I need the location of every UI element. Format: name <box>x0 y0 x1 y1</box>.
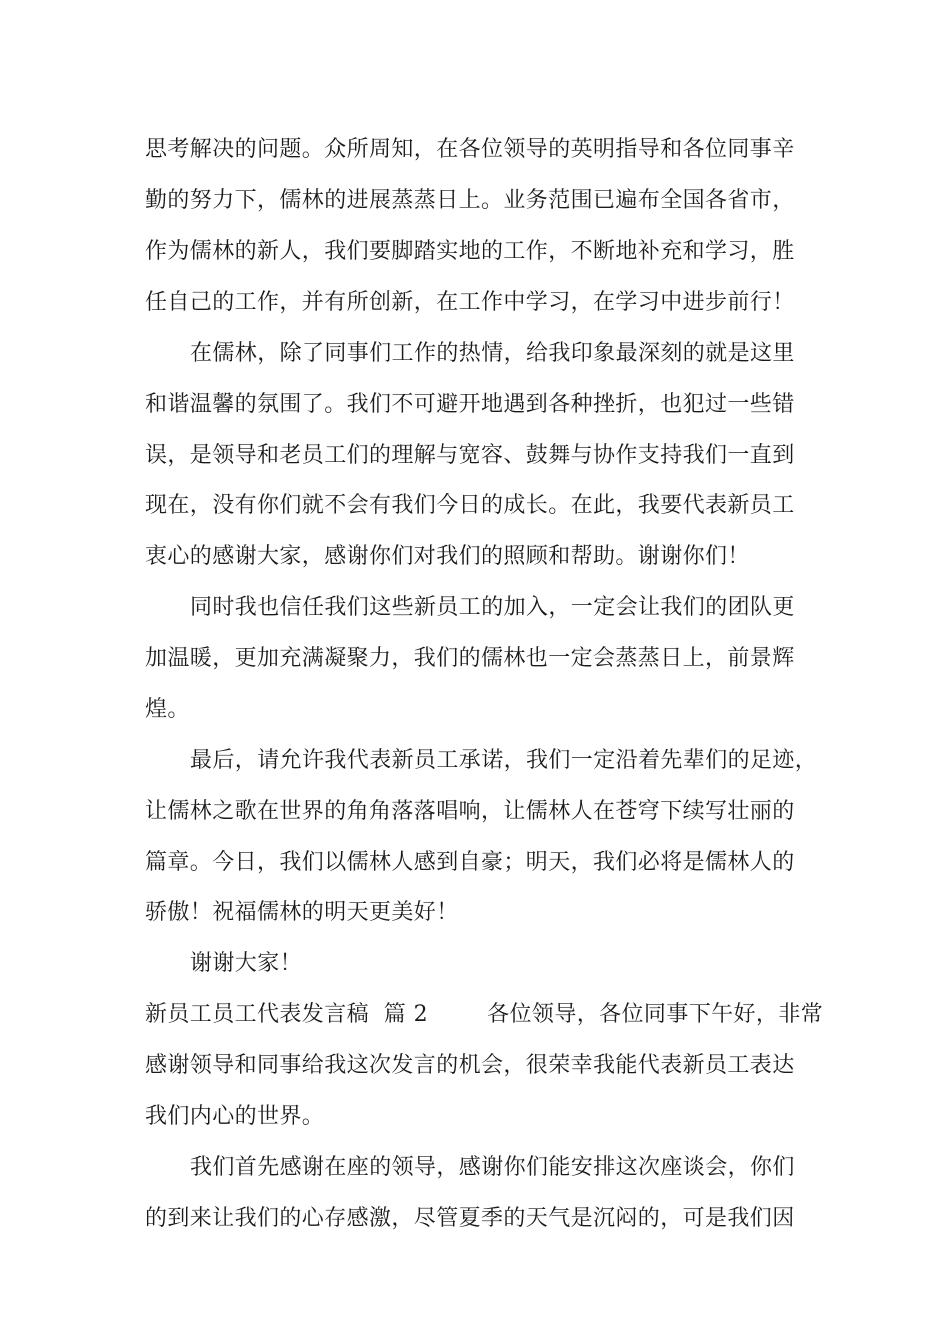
text-line-3: 作为儒林的新人，我们要脚踏实地的工作，不断地补充和学习，胜 <box>145 239 795 264</box>
text-line-18: 新员工员工代表发言稿 篇 2 各位领导，各位同事下午好，非常 <box>145 1002 824 1027</box>
text-line-9: 衷心的感谢大家，感谢你们对我们的照顾和帮助。谢谢你们！ <box>145 544 750 569</box>
text-line-2: 勤的努力下，儒林的进展蒸蒸日上。业务范围已遍布全国各省市， <box>145 188 795 213</box>
text-line-19: 感谢领导和同事给我这次发言的机会，很荣幸我能代表新员工表达 <box>145 1053 795 1078</box>
text-line-17: 谢谢大家！ <box>190 951 303 976</box>
text-line-14: 让儒林之歌在世界的角角落落唱响，让儒林人在苍穹下续写壮丽的 <box>145 799 795 824</box>
text-line-5: 在儒林，除了同事们工作的热情，给我印象最深刻的就是这里 <box>190 341 795 366</box>
text-line-1: 思考解决的问题。众所周知，在各位领导的英明指导和各位同事辛 <box>145 137 795 162</box>
text-line-8: 现在，没有你们就不会有我们今日的成长。在此，我要代表新员工 <box>145 493 795 518</box>
text-line-13: 最后，请允许我代表新员工承诺，我们一定沿着先辈们的足迹， <box>190 748 818 773</box>
text-line-4: 任自己的工作，并有所创新，在工作中学习，在学习中进步前行！ <box>145 290 795 315</box>
text-line-6: 和谐温馨的氛围了。我们不可避开地遇到各种挫折，也犯过一些错 <box>145 392 795 417</box>
text-line-10: 同时我也信任我们这些新员工的加入，一定会让我们的团队更 <box>190 595 795 620</box>
text-line-22: 的到来让我们的心存感激，尽管夏季的天气是沉闷的，可是我们因 <box>145 1206 795 1231</box>
text-line-21: 我们首先感谢在座的领导，感谢你们能安排这次座谈会，你们 <box>190 1155 795 1180</box>
text-line-11: 加温暖，更加充满凝聚力，我们的儒林也一定会蒸蒸日上，前景辉 <box>145 646 795 671</box>
text-line-16: 骄傲！祝福儒林的明天更美好！ <box>145 900 459 925</box>
text-line-15: 篇章。今日，我们以儒林人感到自豪；明天，我们必将是儒林人的 <box>145 850 795 875</box>
text-line-7: 误，是领导和老员工们的理解与宽容、鼓舞与协作支持我们一直到 <box>145 443 795 468</box>
text-line-20: 我们内心的世界。 <box>145 1104 325 1129</box>
text-line-12: 煌。 <box>145 697 190 722</box>
